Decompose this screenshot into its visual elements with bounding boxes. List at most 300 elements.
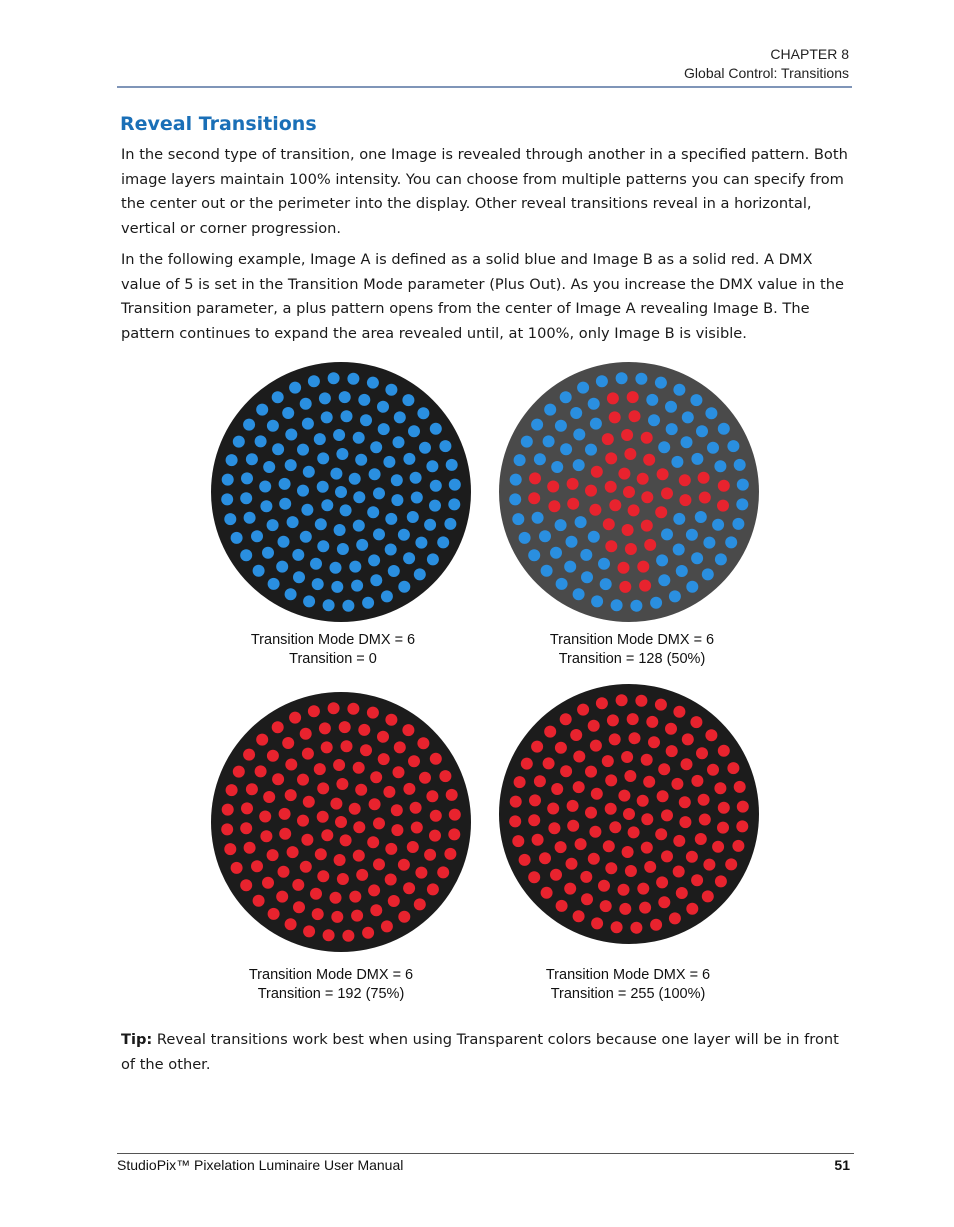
red-pixel — [618, 468, 630, 480]
red-pixel — [430, 753, 442, 765]
blue-pixel — [656, 554, 668, 566]
red-pixel — [512, 835, 524, 847]
blue-pixel — [226, 454, 238, 466]
blue-pixel — [596, 375, 608, 387]
red-pixel — [621, 751, 633, 763]
blue-pixel — [544, 404, 556, 416]
red-pixel — [231, 862, 243, 874]
blue-pixel — [255, 435, 267, 447]
blue-pixel — [690, 394, 702, 406]
red-pixel — [253, 895, 265, 907]
red-pixel — [705, 729, 717, 741]
blue-pixel — [256, 404, 268, 416]
red-pixel — [509, 815, 521, 827]
red-pixel — [426, 790, 438, 802]
blue-pixel — [262, 547, 274, 559]
blue-pixel — [681, 436, 693, 448]
blue-pixel — [391, 494, 403, 506]
red-pixel — [641, 813, 653, 825]
red-pixel — [285, 918, 297, 930]
red-pixel — [222, 804, 234, 816]
blue-pixel — [272, 443, 284, 455]
red-pixel — [534, 775, 546, 787]
red-pixel — [637, 883, 649, 895]
blue-pixel — [560, 391, 572, 403]
red-pixel — [373, 858, 385, 870]
blue-pixel — [334, 524, 346, 536]
blue-pixel — [616, 372, 628, 384]
blue-pixel — [293, 571, 305, 583]
blue-pixel — [673, 384, 685, 396]
red-pixel — [514, 776, 526, 788]
blue-pixel — [734, 459, 746, 471]
blue-pixel — [671, 456, 683, 468]
blue-pixel — [702, 568, 714, 580]
blue-pixel — [555, 420, 567, 432]
red-pixel — [671, 778, 683, 790]
red-pixel — [623, 486, 635, 498]
red-pixel — [585, 485, 597, 497]
red-pixel — [378, 753, 390, 765]
red-pixel — [573, 781, 585, 793]
red-pixel — [656, 876, 668, 888]
red-pixel — [643, 454, 655, 466]
red-pixel — [430, 810, 442, 822]
red-pixel — [666, 745, 678, 757]
red-pixel — [669, 912, 681, 924]
blue-pixel — [573, 588, 585, 600]
red-pixel — [240, 879, 252, 891]
red-pixel — [547, 803, 559, 815]
red-pixel — [323, 929, 335, 941]
blue-pixel — [362, 597, 374, 609]
chapter-section: Global Control: Transitions — [684, 65, 849, 81]
blue-pixel — [303, 595, 315, 607]
red-pixel — [391, 804, 403, 816]
blue-pixel — [267, 519, 279, 531]
red-pixel — [625, 543, 637, 555]
red-pixel — [233, 766, 245, 778]
red-pixel — [665, 723, 677, 735]
red-pixel — [317, 811, 329, 823]
blue-pixel — [430, 480, 442, 492]
blue-pixel — [727, 440, 739, 452]
red-pixel — [532, 834, 544, 846]
red-pixel — [336, 778, 348, 790]
blue-pixel — [287, 516, 299, 528]
blue-pixel — [588, 398, 600, 410]
blue-pixel — [573, 459, 585, 471]
blue-pixel — [691, 453, 703, 465]
blue-pixel — [310, 558, 322, 570]
red-pixel — [658, 896, 670, 908]
red-pixel — [616, 694, 628, 706]
blue-pixel — [439, 440, 451, 452]
red-pixel — [567, 498, 579, 510]
figure-disc-transition-75 — [210, 688, 472, 956]
red-pixel — [698, 794, 710, 806]
blue-pixel — [712, 519, 724, 531]
blue-pixel — [448, 498, 460, 510]
red-pixel — [673, 835, 685, 847]
red-pixel — [686, 903, 698, 915]
blue-pixel — [541, 565, 553, 577]
tip-paragraph — [121, 1028, 851, 1077]
blue-pixel — [398, 581, 410, 593]
red-pixel — [328, 702, 340, 714]
blue-pixel — [336, 448, 348, 460]
blue-pixel — [317, 452, 329, 464]
red-pixel — [661, 809, 673, 821]
red-pixel — [622, 524, 634, 536]
blue-pixel — [385, 544, 397, 556]
red-pixel — [605, 862, 617, 874]
blue-pixel — [682, 411, 694, 423]
red-pixel — [588, 853, 600, 865]
blue-pixel — [570, 407, 582, 419]
red-pixel — [279, 828, 291, 840]
red-pixel — [560, 713, 572, 725]
red-pixel — [679, 474, 691, 486]
red-pixel — [539, 852, 551, 864]
red-pixel — [528, 492, 540, 504]
red-pixel — [650, 919, 662, 931]
blue-pixel — [378, 423, 390, 435]
red-pixel — [241, 802, 253, 814]
red-pixel — [643, 776, 655, 788]
blue-pixel — [512, 513, 524, 525]
red-pixel — [256, 734, 268, 746]
red-pixel — [676, 887, 688, 899]
blue-pixel — [691, 552, 703, 564]
red-pixel — [641, 842, 653, 854]
red-pixel — [655, 828, 667, 840]
figure-caption-2 — [502, 631, 762, 669]
blue-pixel — [676, 565, 688, 577]
red-pixel — [351, 910, 363, 922]
red-pixel — [717, 822, 729, 834]
red-pixel — [367, 707, 379, 719]
red-pixel — [573, 751, 585, 763]
red-pixel — [349, 803, 361, 815]
blue-pixel — [276, 561, 288, 573]
blue-pixel — [539, 530, 551, 542]
blue-pixel — [285, 588, 297, 600]
red-pixel — [637, 473, 649, 485]
blue-pixel — [446, 459, 458, 471]
blue-pixel — [591, 595, 603, 607]
caption-mode: Transition Mode DMX = 6 — [248, 967, 414, 983]
blue-pixel — [611, 599, 623, 611]
red-pixel — [627, 713, 639, 725]
red-pixel — [624, 448, 636, 460]
red-pixel — [221, 823, 233, 835]
blue-pixel — [368, 554, 380, 566]
red-pixel — [260, 830, 272, 842]
red-pixel — [707, 764, 719, 776]
red-pixel — [411, 822, 423, 834]
blue-pixel — [715, 553, 727, 565]
red-pixel — [714, 782, 726, 794]
red-pixel — [244, 842, 256, 854]
red-pixel — [355, 784, 367, 796]
red-pixel — [333, 759, 345, 771]
red-pixel — [272, 773, 284, 785]
red-pixel — [510, 796, 522, 808]
blue-pixel — [402, 394, 414, 406]
blue-pixel — [686, 581, 698, 593]
red-pixel — [398, 859, 410, 871]
red-pixel — [285, 789, 297, 801]
blue-pixel — [377, 401, 389, 413]
tip-text: Reveal transitions work best when using Transparent colors because one layer will be in front of the other. — [121, 1031, 839, 1073]
red-pixel — [591, 788, 603, 800]
blue-pixel — [528, 549, 540, 561]
blue-pixel — [598, 558, 610, 570]
blue-pixel — [222, 474, 234, 486]
red-pixel — [427, 883, 439, 895]
blue-pixel — [278, 536, 290, 548]
blue-pixel — [302, 418, 314, 430]
red-pixel — [717, 500, 729, 512]
blue-pixel — [696, 425, 708, 437]
red-pixel — [611, 921, 623, 933]
header-rule — [117, 86, 852, 88]
blue-pixel — [407, 511, 419, 523]
blue-pixel — [707, 442, 719, 454]
red-pixel — [301, 834, 313, 846]
red-pixel — [297, 774, 309, 786]
red-pixel — [718, 745, 730, 757]
red-pixel — [541, 887, 553, 899]
red-pixel — [585, 766, 597, 778]
red-pixel — [255, 765, 267, 777]
blue-pixel — [267, 420, 279, 432]
red-pixel — [556, 900, 568, 912]
red-pixel — [240, 822, 252, 834]
blue-pixel — [588, 531, 600, 543]
blue-pixel — [337, 543, 349, 555]
blue-pixel — [581, 571, 593, 583]
blue-pixel — [714, 460, 726, 472]
blue-pixel — [263, 461, 275, 473]
caption-mode: Transition Mode DMX = 6 — [250, 632, 416, 648]
blue-pixel — [369, 468, 381, 480]
red-pixel — [391, 824, 403, 836]
section-title: Reveal Transitions — [120, 113, 317, 135]
figure-caption-1 — [203, 631, 463, 669]
red-pixel — [603, 518, 615, 530]
red-pixel — [718, 802, 730, 814]
blue-pixel — [231, 532, 243, 544]
blue-pixel — [577, 382, 589, 394]
red-pixel — [293, 901, 305, 913]
red-pixel — [362, 927, 374, 939]
red-pixel — [605, 481, 617, 493]
intro-paragraph: In the second type of transition, one Image is revealed through another in a specified pattern. Both image layers maintain 100% intensity. You can choose from multiple patterns you can specify from the center out or the perimeter into the display. Other reveal transitions reveal in a horizontal, vertical or corner progression. — [121, 146, 848, 237]
red-pixel — [567, 478, 579, 490]
red-pixel — [408, 755, 420, 767]
red-pixel — [629, 410, 641, 422]
blue-pixel — [521, 436, 533, 448]
figure-disc-transition-100 — [498, 680, 760, 948]
red-pixel — [712, 841, 724, 853]
red-pixel — [725, 858, 737, 870]
caption-mode: Transition Mode DMX = 6 — [545, 967, 711, 983]
blue-pixel — [370, 441, 382, 453]
blue-pixel — [341, 410, 353, 422]
red-pixel — [727, 762, 739, 774]
blue-pixel — [408, 425, 420, 437]
red-pixel — [637, 795, 649, 807]
blue-pixel — [319, 392, 331, 404]
red-pixel — [575, 838, 587, 850]
red-pixel — [303, 925, 315, 937]
red-pixel — [679, 494, 691, 506]
blue-pixel — [289, 382, 301, 394]
blue-pixel — [367, 377, 379, 389]
red-pixel — [317, 870, 329, 882]
red-pixel — [551, 783, 563, 795]
red-pixel — [605, 540, 617, 552]
blue-pixel — [268, 578, 280, 590]
red-pixel — [385, 843, 397, 855]
red-pixel — [618, 790, 630, 802]
blue-pixel — [339, 391, 351, 403]
red-pixel — [602, 755, 614, 767]
red-pixel — [330, 892, 342, 904]
red-pixel — [618, 884, 630, 896]
red-pixel — [394, 741, 406, 753]
blue-pixel — [317, 481, 329, 493]
red-pixel — [609, 821, 621, 833]
blue-pixel — [514, 454, 526, 466]
red-pixel — [415, 867, 427, 879]
red-pixel — [449, 809, 461, 821]
blue-pixel — [301, 504, 313, 516]
blue-pixel — [385, 513, 397, 525]
red-pixel — [629, 732, 641, 744]
red-pixel — [341, 740, 353, 752]
red-pixel — [267, 750, 279, 762]
red-pixel — [342, 930, 354, 942]
red-pixel — [251, 860, 263, 872]
blue-pixel — [342, 600, 354, 612]
blue-pixel — [243, 419, 255, 431]
page-number: 51 — [834, 1157, 850, 1173]
blue-pixel — [308, 375, 320, 387]
red-pixel — [347, 703, 359, 715]
red-pixel — [314, 763, 326, 775]
blue-pixel — [321, 411, 333, 423]
red-pixel — [644, 539, 656, 551]
blue-pixel — [282, 407, 294, 419]
blue-pixel — [347, 373, 359, 385]
blue-pixel — [661, 528, 673, 540]
red-pixel — [577, 704, 589, 716]
red-pixel — [381, 920, 393, 932]
red-pixel — [567, 800, 579, 812]
blue-pixel — [224, 513, 236, 525]
red-pixel — [628, 504, 640, 516]
blue-pixel — [367, 506, 379, 518]
red-pixel — [272, 721, 284, 733]
blue-pixel — [330, 468, 342, 480]
blue-pixel — [314, 433, 326, 445]
red-pixel — [607, 392, 619, 404]
red-pixel — [641, 754, 653, 766]
blue-pixel — [321, 499, 333, 511]
red-pixel — [407, 841, 419, 853]
red-pixel — [698, 472, 710, 484]
red-pixel — [702, 890, 714, 902]
red-pixel — [414, 898, 426, 910]
red-pixel — [268, 908, 280, 920]
red-pixel — [646, 716, 658, 728]
red-pixel — [619, 581, 631, 593]
red-pixel — [630, 922, 642, 934]
blue-pixel — [630, 600, 642, 612]
blue-pixel — [736, 498, 748, 510]
blue-pixel — [600, 578, 612, 590]
red-pixel — [691, 775, 703, 787]
red-pixel — [321, 741, 333, 753]
red-pixel — [618, 562, 630, 574]
red-pixel — [377, 731, 389, 743]
blue-pixel — [393, 436, 405, 448]
red-pixel — [519, 854, 531, 866]
red-pixel — [292, 879, 304, 891]
red-pixel — [641, 432, 653, 444]
blue-pixel — [260, 500, 272, 512]
red-pixel — [555, 841, 567, 853]
blue-pixel — [510, 474, 522, 486]
red-pixel — [589, 826, 601, 838]
caption-value: Transition = 0 — [289, 651, 377, 667]
blue-pixel — [328, 372, 340, 384]
blue-pixel — [403, 552, 415, 564]
blue-pixel — [411, 492, 423, 504]
red-pixel — [657, 468, 669, 480]
red-pixel — [590, 740, 602, 752]
blue-pixel — [556, 578, 568, 590]
blue-pixel — [669, 590, 681, 602]
red-pixel — [547, 481, 559, 493]
red-pixel — [282, 737, 294, 749]
red-pixel — [385, 874, 397, 886]
red-pixel — [673, 866, 685, 878]
blue-pixel — [705, 407, 717, 419]
red-pixel — [573, 910, 585, 922]
red-pixel — [331, 911, 343, 923]
red-pixel — [419, 772, 431, 784]
red-pixel — [609, 411, 621, 423]
blue-pixel — [356, 539, 368, 551]
blue-pixel — [300, 531, 312, 543]
red-pixel — [609, 733, 621, 745]
blue-pixel — [391, 474, 403, 486]
red-pixel — [703, 859, 715, 871]
red-pixel — [340, 834, 352, 846]
red-pixel — [403, 882, 415, 894]
red-pixel — [560, 765, 572, 777]
caption-value: Transition = 128 (50%) — [558, 651, 706, 667]
red-pixel — [657, 790, 669, 802]
blue-pixel — [573, 429, 585, 441]
red-pixel — [544, 726, 556, 738]
blue-pixel — [383, 456, 395, 468]
blue-pixel — [648, 414, 660, 426]
